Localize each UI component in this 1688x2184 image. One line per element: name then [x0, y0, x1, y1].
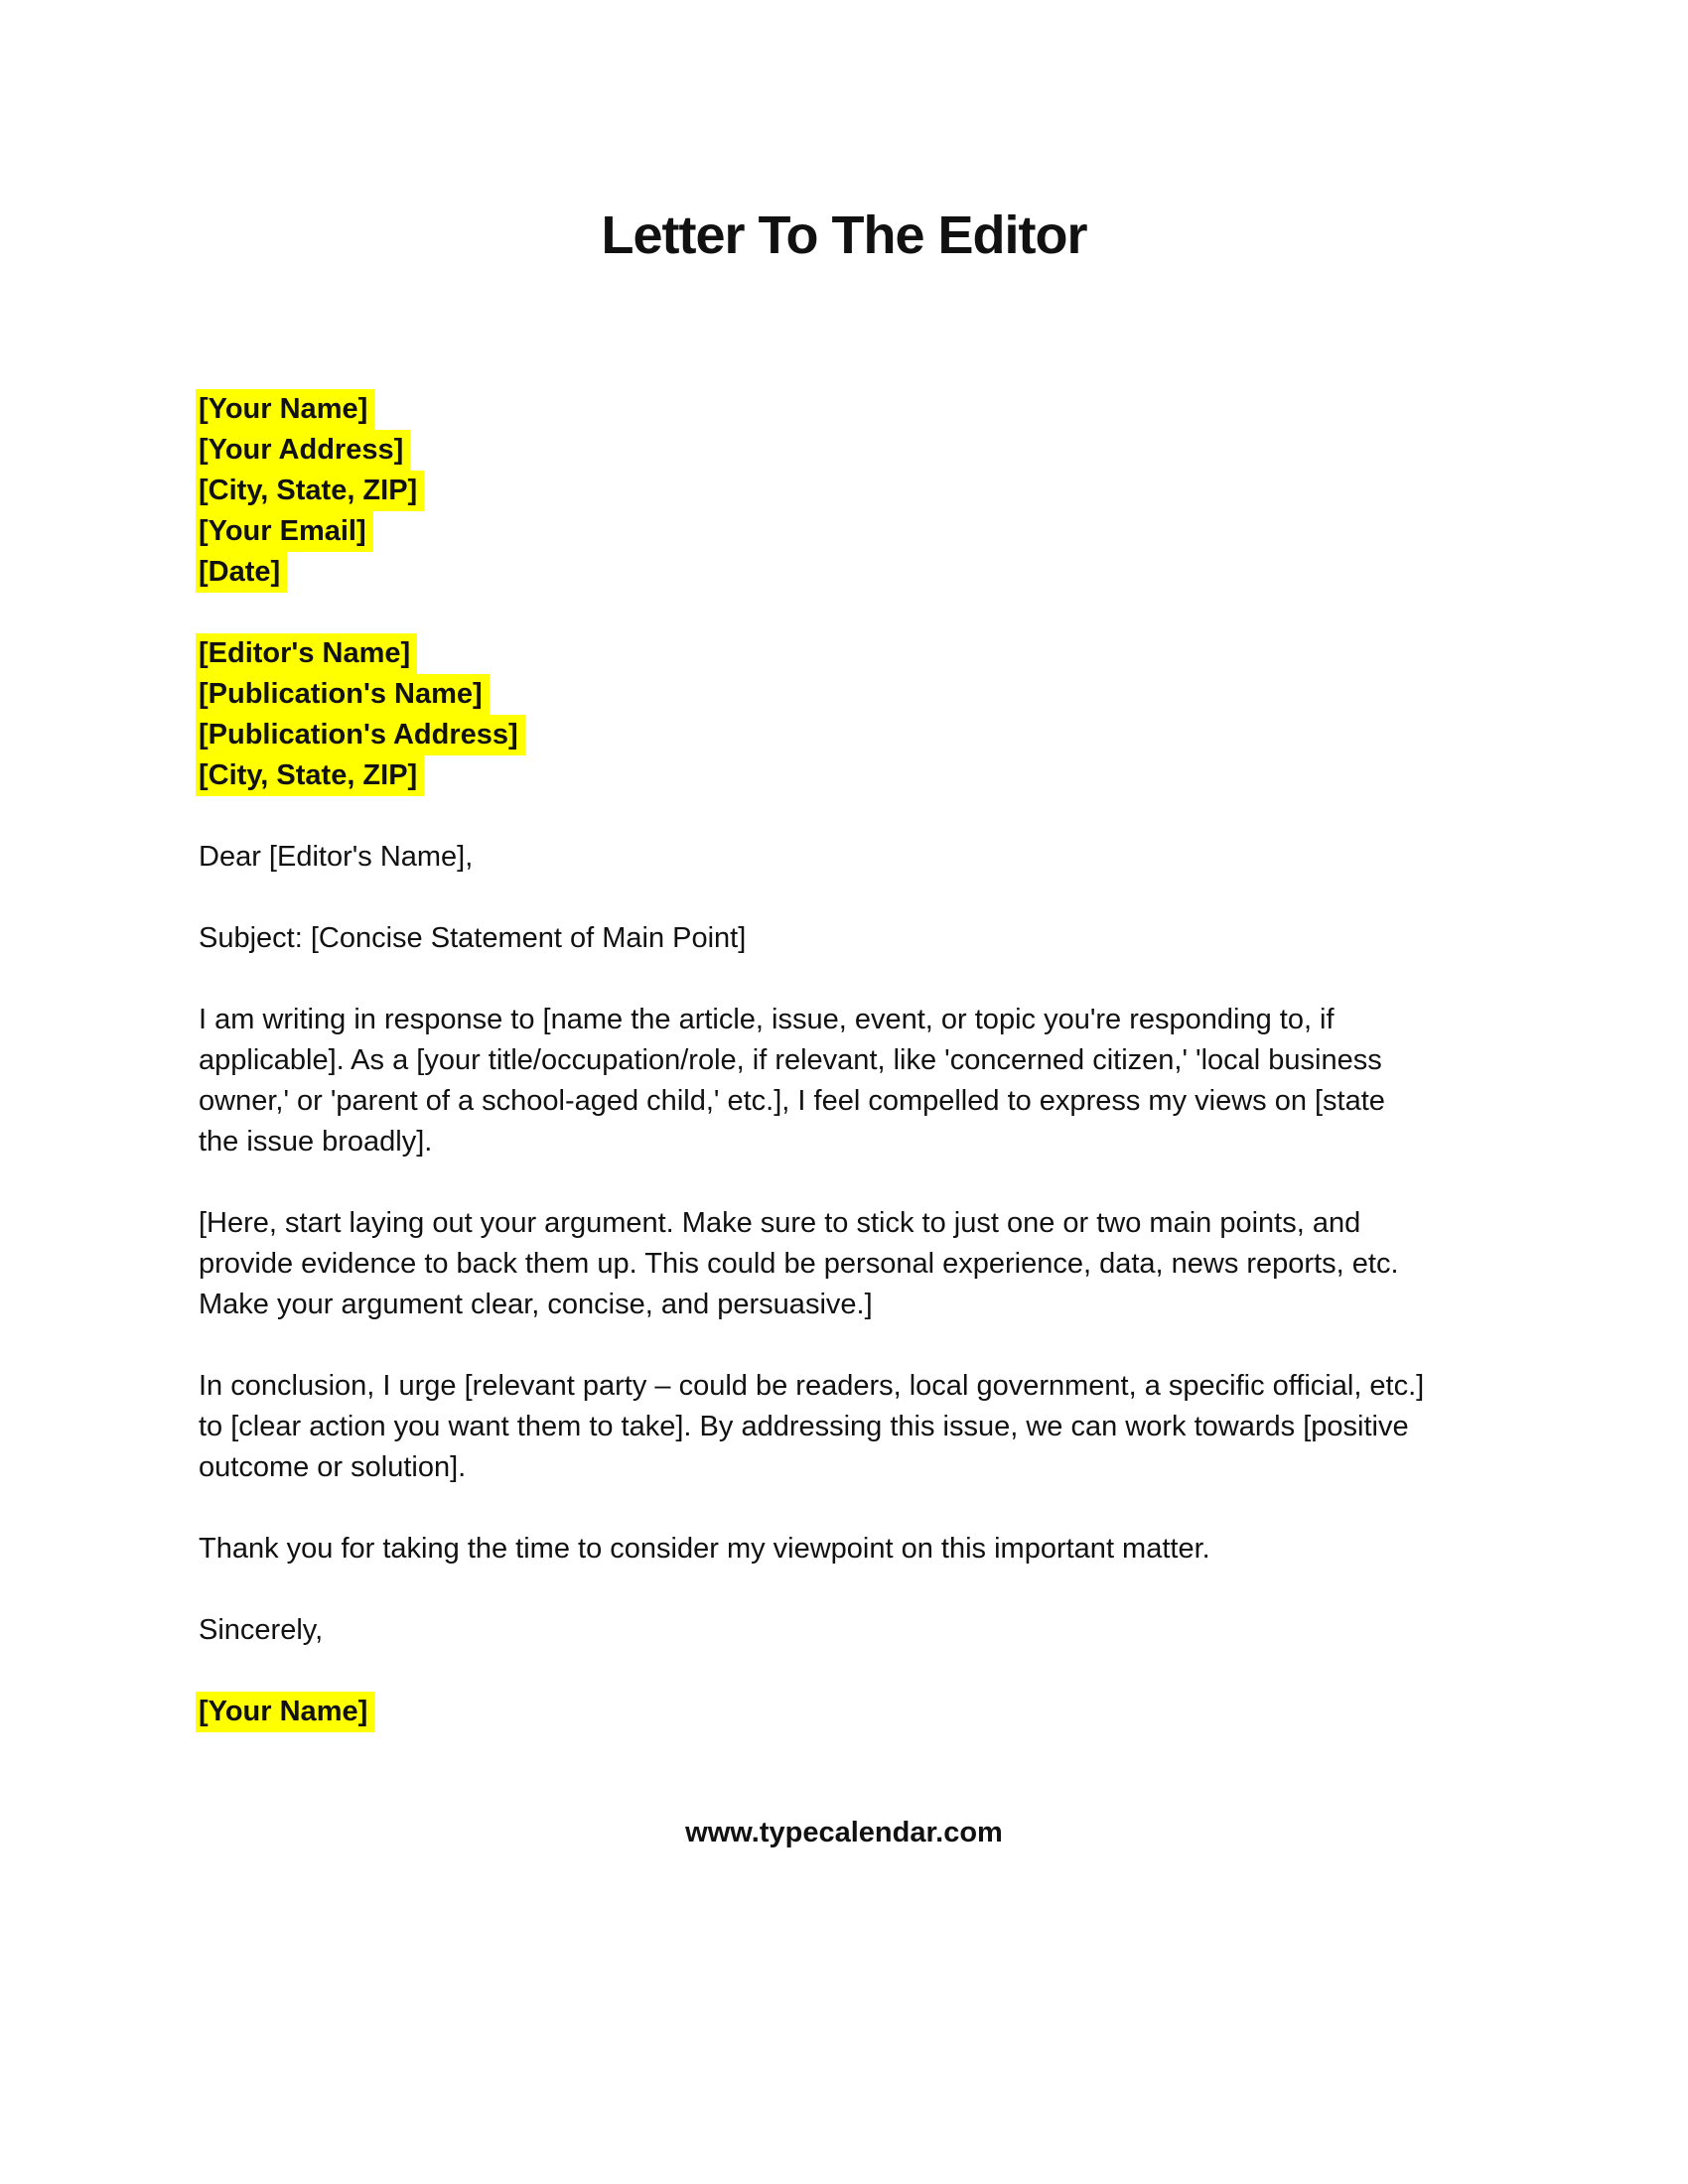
- paragraph-line: provide evidence to back them up. This could be personal experience, data, news reports, etc.: [199, 1248, 1399, 1280]
- paragraph-line: outcome or solution].: [199, 1451, 467, 1483]
- paragraph-argument: [199, 1203, 1489, 1325]
- paragraph-line: I am writing in response to [name the article, issue, event, or topic you're responding to, if: [199, 1004, 1335, 1035]
- subject-line: Subject: [Concise Statement of Main Point]: [199, 922, 747, 954]
- blank-line: [199, 959, 1489, 1000]
- paragraph-line: Make your argument clear, concise, and persuasive.]: [199, 1289, 873, 1320]
- paragraph-line: applicable]. As a [your title/occupation/role, if relevant, like 'concerned citizen,' 'local business: [199, 1044, 1382, 1076]
- website-footer: www.typecalendar.com: [685, 1817, 1003, 1848]
- salutation: Dear [Editor's Name],: [199, 841, 474, 873]
- blank-line: [199, 1162, 1489, 1203]
- signature-block: [199, 1692, 1489, 1732]
- sender-address-placeholder: [Your Address]: [196, 430, 410, 471]
- thanks-line: Thank you for taking the time to consider my viewpoint on this important matter.: [199, 1533, 1210, 1565]
- closing: Sincerely,: [199, 1614, 324, 1646]
- paragraph-line: the issue broadly].: [199, 1126, 433, 1158]
- publication-city-state-zip-placeholder: [City, State, ZIP]: [196, 755, 424, 796]
- paragraph-line: to [clear action you want them to take]. By addressing this issue, we can work towards [positive: [199, 1411, 1409, 1442]
- sender-city-state-zip-placeholder: [City, State, ZIP]: [196, 471, 424, 511]
- blank-line: [199, 1651, 1489, 1692]
- blank-line: [199, 878, 1489, 918]
- paragraph-line: [Here, start laying out your argument. Make sure to stick to just one or two main points, and: [199, 1207, 1361, 1239]
- publication-address-placeholder: [Publication's Address]: [196, 715, 525, 755]
- paragraph-intro: [199, 1000, 1489, 1162]
- blank-line: [199, 593, 1489, 633]
- blank-line: [199, 1325, 1489, 1366]
- editor-name-placeholder: [Editor's Name]: [196, 633, 417, 674]
- page-title: Letter To The Editor: [601, 205, 1087, 265]
- recipient-address-block: [199, 633, 1489, 796]
- blank-line: [199, 796, 1489, 837]
- paragraph-conclusion: [199, 1366, 1489, 1488]
- paragraph-line: In conclusion, I urge [relevant party – could be readers, local government, a specific official, etc.]: [199, 1370, 1425, 1402]
- sender-email-placeholder: [Your Email]: [196, 511, 373, 552]
- paragraph-line: owner,' or 'parent of a school-aged child,' etc.], I feel compelled to express my views on [state: [199, 1085, 1385, 1117]
- blank-line: [199, 1570, 1489, 1610]
- signature-name-placeholder: [Your Name]: [196, 1692, 374, 1732]
- date-placeholder: [Date]: [196, 552, 287, 593]
- sender-name-placeholder: [Your Name]: [196, 389, 374, 430]
- publication-name-placeholder: [Publication's Name]: [196, 674, 490, 715]
- sender-address-block: [199, 389, 1489, 593]
- blank-line: [199, 1488, 1489, 1529]
- letter-body: [0, 389, 1688, 1853]
